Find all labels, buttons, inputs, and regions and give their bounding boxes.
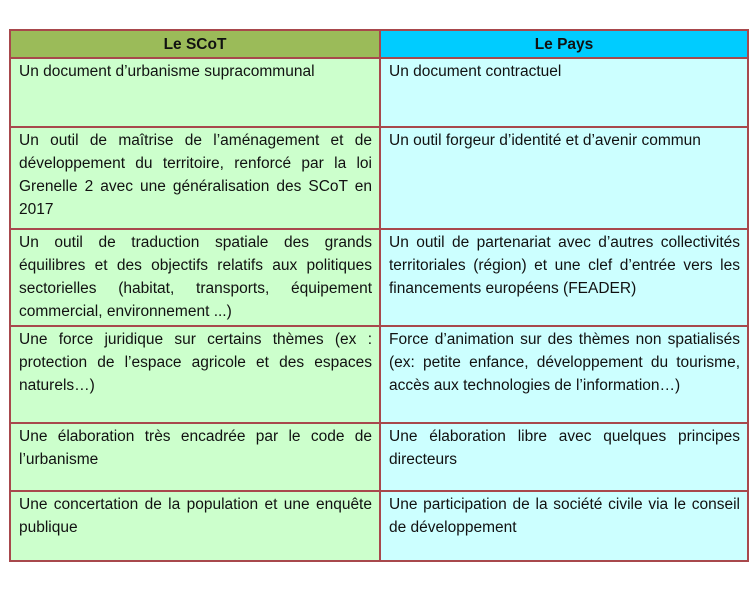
table-row xyxy=(10,491,748,561)
header-pays: Le Pays xyxy=(380,30,748,58)
comparison-table xyxy=(9,29,749,562)
table-row xyxy=(10,423,748,491)
scot-cell: Une concertation de la population et une enquête publique xyxy=(10,491,380,561)
scot-cell: Une élaboration très encadrée par le code de l’urbanisme xyxy=(10,423,380,491)
header-row xyxy=(10,30,748,58)
scot-cell: Un outil de traduction spatiale des grands équilibres et des objectifs relatifs aux politiques sectorielles (habitat, transports, équipement commercial, environnement ...) xyxy=(10,229,380,326)
table-row xyxy=(10,229,748,326)
pays-cell: Force d’animation sur des thèmes non spatialisés (ex: petite enfance, développement du tourisme, accès aux technologies de l’information…) xyxy=(380,326,748,423)
scot-cell: Un document d’urbanisme supracommunal xyxy=(10,58,380,127)
table-row xyxy=(10,326,748,423)
table-row xyxy=(10,58,748,127)
header-scot: Le SCoT xyxy=(10,30,380,58)
pays-cell: Un outil forgeur d’identité et d’avenir commun xyxy=(380,127,748,229)
pays-cell: Un document contractuel xyxy=(380,58,748,127)
pays-cell: Une élaboration libre avec quelques principes directeurs xyxy=(380,423,748,491)
scot-cell: Une force juridique sur certains thèmes (ex : protection de l’espace agricole et des espaces naturels…) xyxy=(10,326,380,423)
table-row xyxy=(10,127,748,229)
pays-cell: Un outil de partenariat avec d’autres collectivités territoriales (région) et une clef d’entrée vers les financements européens (FEADER) xyxy=(380,229,748,326)
scot-cell: Un outil de maîtrise de l’aménagement et de développement du territoire, renforcé par la loi Grenelle 2 avec une généralisation des SCoT en 2017 xyxy=(10,127,380,229)
pays-cell: Une participation de la société civile via le conseil de développement xyxy=(380,491,748,561)
